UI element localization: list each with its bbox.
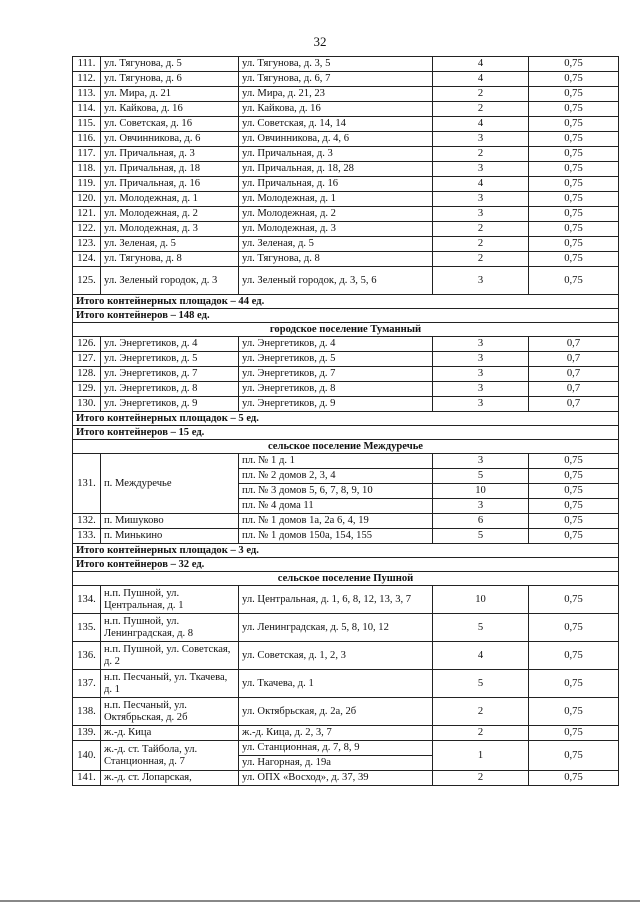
container-count: 3 — [433, 352, 529, 367]
row-number: 124. — [73, 252, 101, 267]
container-count: 2 — [433, 87, 529, 102]
container-count: 1 — [433, 741, 529, 771]
container-volume: 0,75 — [529, 147, 619, 162]
site-location: н.п. Пушной, ул. Центральная, д. 1 — [101, 586, 239, 614]
table-row — [73, 207, 619, 222]
site-location: ул. Энергетиков, д. 8 — [101, 382, 239, 397]
served-addresses: ул. Причальная, д. 16 — [239, 177, 433, 192]
summary-row — [73, 426, 619, 440]
site-location: н.п. Пушной, ул. Советская, д. 2 — [101, 642, 239, 670]
site-location: н.п. Песчаный, ул. Октябрьская, д. 2б — [101, 698, 239, 726]
table-row — [73, 177, 619, 192]
served-addresses: ул. ОПХ «Восход», д. 37, 39 — [239, 771, 433, 786]
summary-text: Итого контейнеров – 148 ед. — [73, 309, 619, 323]
container-volume: 0,75 — [529, 237, 619, 252]
row-number: 136. — [73, 642, 101, 670]
site-location: п. Минькино — [101, 529, 239, 544]
container-volume: 0,7 — [529, 397, 619, 412]
summary-row — [73, 295, 619, 309]
served-addresses: ул. Энергетиков, д. 8 — [239, 382, 433, 397]
section-title: городское поселение Туманный — [73, 323, 619, 337]
row-number: 126. — [73, 337, 101, 352]
row-number: 129. — [73, 382, 101, 397]
table-row — [73, 741, 619, 756]
container-volume: 0,75 — [529, 132, 619, 147]
container-volume: 0,75 — [529, 207, 619, 222]
container-count: 6 — [433, 514, 529, 529]
row-number: 112. — [73, 72, 101, 87]
page-bottom-edge — [0, 900, 640, 902]
section-header-row — [73, 440, 619, 454]
container-count: 2 — [433, 771, 529, 786]
table-row — [73, 726, 619, 741]
page-number: 32 — [313, 34, 327, 49]
section-title: сельское поселение Междуречье — [73, 440, 619, 454]
row-number: 125. — [73, 267, 101, 295]
row-number: 111. — [73, 57, 101, 72]
served-addresses: ул. Причальная, д. 18, 28 — [239, 162, 433, 177]
container-count: 4 — [433, 57, 529, 72]
container-count: 5 — [433, 670, 529, 698]
table-row — [73, 337, 619, 352]
container-volume: 0,75 — [529, 642, 619, 670]
site-location: п. Междуречье — [101, 454, 239, 514]
container-count: 3 — [433, 132, 529, 147]
table-row — [73, 670, 619, 698]
served-addresses: ул. Тягунова, д. 3, 5 — [239, 57, 433, 72]
row-number: 114. — [73, 102, 101, 117]
container-count: 4 — [433, 117, 529, 132]
table-row — [73, 132, 619, 147]
container-count: 3 — [433, 192, 529, 207]
row-number: 117. — [73, 147, 101, 162]
container-count: 2 — [433, 252, 529, 267]
container-volume: 0,75 — [529, 670, 619, 698]
served-addresses: пл. № 2 домов 2, 3, 4 — [239, 469, 433, 484]
table-row — [73, 147, 619, 162]
table-row — [73, 514, 619, 529]
summary-text: Итого контейнерных площадок – 3 ед. — [73, 544, 619, 558]
container-count: 4 — [433, 642, 529, 670]
container-volume: 0,75 — [529, 741, 619, 771]
container-volume: 0,75 — [529, 102, 619, 117]
container-volume: 0,75 — [529, 222, 619, 237]
container-count: 3 — [433, 337, 529, 352]
served-addresses: ул. Молодежная, д. 3 — [239, 222, 433, 237]
row-number: 123. — [73, 237, 101, 252]
container-count: 4 — [433, 177, 529, 192]
served-addresses: ул. Молодежная, д. 1 — [239, 192, 433, 207]
row-number: 118. — [73, 162, 101, 177]
container-volume: 0,75 — [529, 177, 619, 192]
container-count: 3 — [433, 162, 529, 177]
summary-row — [73, 412, 619, 426]
container-count: 3 — [433, 267, 529, 295]
table-row — [73, 454, 619, 469]
row-number: 113. — [73, 87, 101, 102]
site-location: ул. Мира, д. 21 — [101, 87, 239, 102]
container-volume: 0,75 — [529, 252, 619, 267]
table-row — [73, 267, 619, 295]
summary-row — [73, 309, 619, 323]
table-row — [73, 117, 619, 132]
summary-text: Итого контейнеров – 15 ед. — [73, 426, 619, 440]
container-volume: 0,75 — [529, 454, 619, 469]
served-addresses: ул. Тягунова, д. 8 — [239, 252, 433, 267]
container-count: 2 — [433, 698, 529, 726]
row-number: 127. — [73, 352, 101, 367]
container-sites-table — [72, 56, 619, 786]
container-volume: 0,75 — [529, 484, 619, 499]
row-number: 119. — [73, 177, 101, 192]
container-count: 3 — [433, 454, 529, 469]
row-number: 116. — [73, 132, 101, 147]
served-addresses: ул. Тягунова, д. 6, 7 — [239, 72, 433, 87]
served-addresses: ул. Советская, д. 1, 2, 3 — [239, 642, 433, 670]
container-volume: 0,7 — [529, 337, 619, 352]
site-location: ул. Причальная, д. 16 — [101, 177, 239, 192]
site-location: ул. Зеленый городок, д. 3 — [101, 267, 239, 295]
table-row — [73, 192, 619, 207]
site-location: ж.-д. ст. Лопарская, — [101, 771, 239, 786]
site-location: ул. Тягунова, д. 6 — [101, 72, 239, 87]
served-addresses: ул. Советская, д. 14, 14 — [239, 117, 433, 132]
site-location: ул. Советская, д. 16 — [101, 117, 239, 132]
site-location: ж.-д. ст. Тайбола, ул. Станционная, д. 7 — [101, 741, 239, 771]
site-location: ул. Кайкова, д. 16 — [101, 102, 239, 117]
container-count: 5 — [433, 469, 529, 484]
table-row — [73, 57, 619, 72]
table-row — [73, 252, 619, 267]
container-volume: 0,75 — [529, 514, 619, 529]
row-number: 135. — [73, 614, 101, 642]
served-addresses: ул. Ленинградская, д. 5, 8, 10, 12 — [239, 614, 433, 642]
container-volume: 0,75 — [529, 469, 619, 484]
served-addresses: пл. № 1 домов 1а, 2а 6, 4, 19 — [239, 514, 433, 529]
served-addresses: ул. Станционная, д. 7, 8, 9 — [239, 741, 433, 756]
container-volume: 0,75 — [529, 771, 619, 786]
container-count: 3 — [433, 382, 529, 397]
table-row — [73, 352, 619, 367]
row-number: 121. — [73, 207, 101, 222]
summary-row — [73, 544, 619, 558]
container-volume: 0,75 — [529, 726, 619, 741]
summary-text: Итого контейнеров – 32 ед. — [73, 558, 619, 572]
row-number: 122. — [73, 222, 101, 237]
site-location: ул. Причальная, д. 18 — [101, 162, 239, 177]
container-volume: 0,75 — [529, 117, 619, 132]
table-row — [73, 87, 619, 102]
section-title: сельское поселение Пушной — [73, 572, 619, 586]
table-row — [73, 397, 619, 412]
table-row — [73, 382, 619, 397]
served-addresses: ул. Ткачева, д. 1 — [239, 670, 433, 698]
served-addresses: ул. Октябрьская, д. 2а, 2б — [239, 698, 433, 726]
table-row — [73, 102, 619, 117]
served-addresses: ул. Центральная, д. 1, 6, 8, 12, 13, 3, 7 — [239, 586, 433, 614]
row-number: 128. — [73, 367, 101, 382]
site-location: ж.-д. Кица — [101, 726, 239, 741]
container-count: 10 — [433, 484, 529, 499]
site-location: ул. Молодежная, д. 1 — [101, 192, 239, 207]
table-row — [73, 698, 619, 726]
row-number: 130. — [73, 397, 101, 412]
container-volume: 0,7 — [529, 367, 619, 382]
site-location: ул. Молодежная, д. 3 — [101, 222, 239, 237]
row-number: 139. — [73, 726, 101, 741]
container-count: 2 — [433, 102, 529, 117]
served-addresses: ул. Молодежная, д. 2 — [239, 207, 433, 222]
site-location: н.п. Пушной, ул. Ленинградская, д. 8 — [101, 614, 239, 642]
table-row — [73, 237, 619, 252]
site-location: п. Мишуково — [101, 514, 239, 529]
container-count: 3 — [433, 207, 529, 222]
container-count: 4 — [433, 72, 529, 87]
table-row — [73, 222, 619, 237]
served-addresses: пл. № 4 дома 11 — [239, 499, 433, 514]
site-location: ул. Тягунова, д. 5 — [101, 57, 239, 72]
container-volume: 0,75 — [529, 57, 619, 72]
served-addresses: ул. Кайкова, д. 16 — [239, 102, 433, 117]
summary-row — [73, 558, 619, 572]
table-row — [73, 72, 619, 87]
row-number: 140. — [73, 741, 101, 771]
container-count: 3 — [433, 397, 529, 412]
summary-text: Итого контейнерных площадок – 5 ед. — [73, 412, 619, 426]
container-volume: 0,75 — [529, 586, 619, 614]
served-addresses: ул. Зеленая, д. 5 — [239, 237, 433, 252]
table-row — [73, 642, 619, 670]
table-row — [73, 614, 619, 642]
container-count: 2 — [433, 726, 529, 741]
site-location: ул. Зеленая, д. 5 — [101, 237, 239, 252]
site-location: ул. Тягунова, д. 8 — [101, 252, 239, 267]
section-header-row — [73, 572, 619, 586]
served-addresses: ул. Энергетиков, д. 7 — [239, 367, 433, 382]
site-location: ул. Энергетиков, д. 5 — [101, 352, 239, 367]
container-volume: 0,75 — [529, 72, 619, 87]
section-header-row — [73, 323, 619, 337]
container-volume: 0,75 — [529, 162, 619, 177]
served-addresses: ул. Нагорная, д. 19а — [239, 756, 433, 771]
row-number: 133. — [73, 529, 101, 544]
container-volume: 0,75 — [529, 499, 619, 514]
container-volume: 0,75 — [529, 529, 619, 544]
row-number: 115. — [73, 117, 101, 132]
container-count: 3 — [433, 367, 529, 382]
container-volume: 0,7 — [529, 352, 619, 367]
site-location: н.п. Песчаный, ул. Ткачева, д. 1 — [101, 670, 239, 698]
served-addresses: пл. № 1 домов 150а, 154, 155 — [239, 529, 433, 544]
container-volume: 0,75 — [529, 698, 619, 726]
container-count: 2 — [433, 147, 529, 162]
row-number: 131. — [73, 454, 101, 514]
row-number: 141. — [73, 771, 101, 786]
container-volume: 0,75 — [529, 267, 619, 295]
container-count: 2 — [433, 237, 529, 252]
container-count: 5 — [433, 614, 529, 642]
served-addresses: ул. Энергетиков, д. 9 — [239, 397, 433, 412]
container-count: 3 — [433, 499, 529, 514]
container-volume: 0,75 — [529, 614, 619, 642]
served-addresses: ул. Энергетиков, д. 4 — [239, 337, 433, 352]
served-addresses: пл. № 3 домов 5, 6, 7, 8, 9, 10 — [239, 484, 433, 499]
site-location: ул. Овчинникова, д. 6 — [101, 132, 239, 147]
served-addresses: ул. Причальная, д. 3 — [239, 147, 433, 162]
served-addresses: пл. № 1 д. 1 — [239, 454, 433, 469]
served-addresses: ул. Овчинникова, д. 4, 6 — [239, 132, 433, 147]
row-number: 120. — [73, 192, 101, 207]
served-addresses: ул. Мира, д. 21, 23 — [239, 87, 433, 102]
container-volume: 0,75 — [529, 192, 619, 207]
table-row — [73, 529, 619, 544]
table-row — [73, 367, 619, 382]
container-volume: 0,7 — [529, 382, 619, 397]
site-location: ул. Энергетиков, д. 7 — [101, 367, 239, 382]
row-number: 138. — [73, 698, 101, 726]
row-number: 134. — [73, 586, 101, 614]
container-volume: 0,75 — [529, 87, 619, 102]
table-row — [73, 771, 619, 786]
site-location: ул. Причальная, д. 3 — [101, 147, 239, 162]
summary-text: Итого контейнерных площадок – 44 ед. — [73, 295, 619, 309]
site-location: ул. Молодежная, д. 2 — [101, 207, 239, 222]
container-count: 10 — [433, 586, 529, 614]
served-addresses: ж.-д. Кица, д. 2, 3, 7 — [239, 726, 433, 741]
container-count: 5 — [433, 529, 529, 544]
table-row — [73, 162, 619, 177]
served-addresses: ул. Энергетиков, д. 5 — [239, 352, 433, 367]
site-location: ул. Энергетиков, д. 4 — [101, 337, 239, 352]
row-number: 137. — [73, 670, 101, 698]
table-row — [73, 586, 619, 614]
container-count: 2 — [433, 222, 529, 237]
row-number: 132. — [73, 514, 101, 529]
served-addresses: ул. Зеленый городок, д. 3, 5, 6 — [239, 267, 433, 295]
site-location: ул. Энергетиков, д. 9 — [101, 397, 239, 412]
